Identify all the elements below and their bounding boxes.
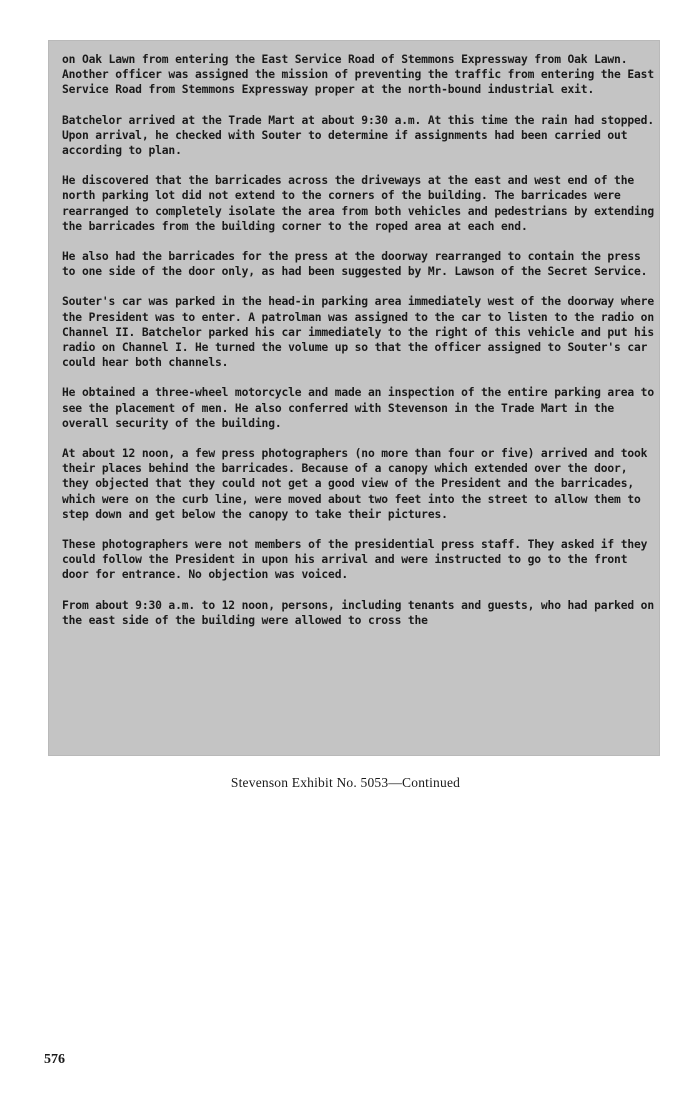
exhibit-caption: Stevenson Exhibit No. 5053—Continued: [230, 775, 461, 790]
paragraph: From about 9:30 a.m. to 12 noon, persons, including tenants and guests, who had parked on the east side of the building were allowed to cross the: [62, 598, 654, 627]
paragraph: He also had the barricades for the press at the doorway rearranged to contain the press to one side of the door only, as had been suggested by Mr. Lawson of the Secret Service.: [62, 250, 648, 279]
paragraph: He obtained a three-wheel motorcycle and made an inspection of the entire parking area to see the placement of men. He also conferred with Stevenson in the Trade Mart in the overall security of the building.: [62, 386, 654, 430]
paragraph: on Oak Lawn from entering the East Service Road of Stemmons Expressway from Oak Lawn. Another officer was assigned the mission of preventing the traffic from entering the East Service Road from Stemmons Expressway proper at the north-bound industrial exit.: [62, 53, 654, 97]
paragraph: He discovered that the barricades across the driveways at the east and west end of the north parking lot did not extend to the corners of the building. The barricades were rearranged to completely isolate the area from both vehicles and pedestrians by extending the barricades from the building corner to the roped area at each end.: [62, 174, 654, 233]
paragraph: These photographers were not members of the presidential press staff. They asked if they could follow the President in upon his arrival and were instructed to go to the front door for entrance. No objection was voiced.: [62, 538, 648, 582]
paragraph: At about 12 noon, a few press photographers (no more than four or five) arrived and took their places behind the barricades. Because of a canopy which extended over the door, they objected that they could not get a good view of the President and the barricades, which were on the curb line, were moved about two feet into the street to allow them to step down and get below the canopy to take their pictures.: [62, 447, 648, 521]
exhibit-photocopy: [48, 40, 660, 756]
page-number: 576: [44, 1052, 65, 1067]
typed-text-body: [62, 52, 654, 643]
paragraph: Souter's car was parked in the head-in parking area immediately west of the doorway where the President was to enter. A patrolman was assigned to the car to listen to the radio on Channel II. Batchelor parked his car immediately to the right of this vehicle and put his radio on Channel I. He turned the volume up so that the officer assigned to Souter's car could hear both channels.: [62, 295, 654, 370]
paragraph: Batchelor arrived at the Trade Mart at about 9:30 a.m. At this time the rain had stopped. Upon arrival, he checked with Souter to determine if assignments had been carried out according to plan.: [62, 113, 654, 158]
